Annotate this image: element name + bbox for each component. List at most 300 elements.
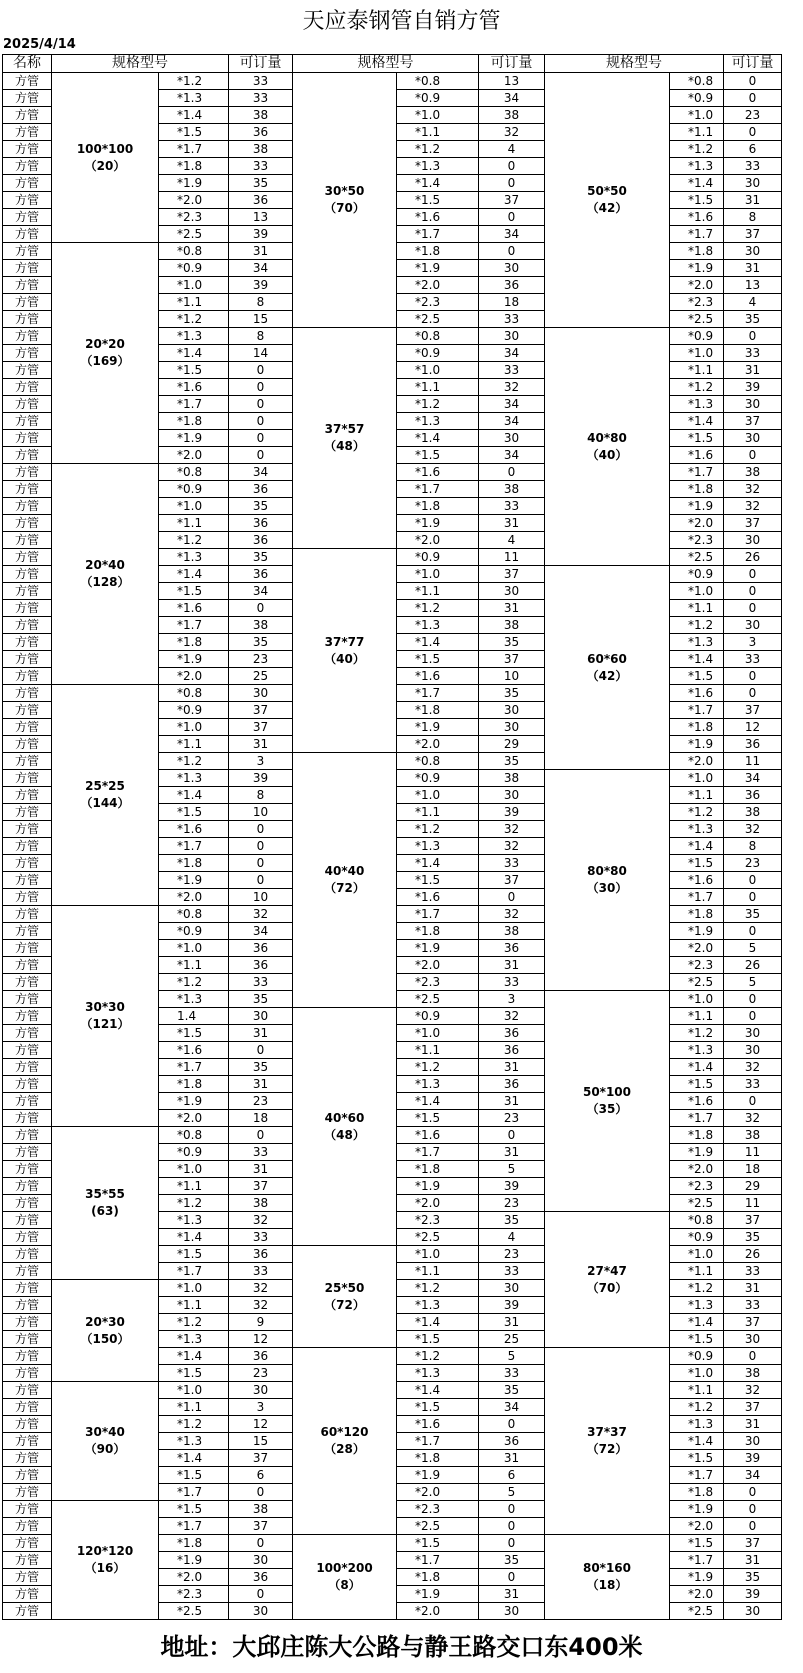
product-name-cell: 方管 (3, 1331, 52, 1348)
thickness-cell: *1.4 (670, 413, 724, 430)
thickness-cell: *2.0 (670, 277, 724, 294)
spec-count: （18） (586, 1578, 628, 1592)
spec-count: （121） (80, 1017, 130, 1031)
thickness-cell: *0.8 (159, 1127, 229, 1144)
thickness-cell: *1.8 (670, 906, 724, 923)
thickness-cell: *1.5 (159, 1467, 229, 1484)
quantity-cell: 5 (724, 974, 782, 991)
product-name-cell: 方管 (3, 1076, 52, 1093)
thickness-cell: *1.9 (159, 651, 229, 668)
thickness-cell: *1.1 (670, 787, 724, 804)
quantity-cell: 3 (479, 991, 545, 1008)
thickness-cell: *0.8 (670, 1212, 724, 1229)
quantity-cell: 32 (479, 838, 545, 855)
thickness-cell: *1.8 (159, 855, 229, 872)
quantity-cell: 36 (229, 1348, 293, 1365)
quantity-cell: 0 (479, 243, 545, 260)
quantity-cell: 37 (724, 515, 782, 532)
product-name-cell: 方管 (3, 1263, 52, 1280)
quantity-cell: 36 (229, 515, 293, 532)
thickness-cell: *1.3 (670, 1042, 724, 1059)
spec-cell (52, 1382, 159, 1501)
quantity-cell: 30 (479, 430, 545, 447)
thickness-cell: *2.0 (397, 1195, 479, 1212)
quantity-cell: 30 (479, 583, 545, 600)
product-name-cell: 方管 (3, 770, 52, 787)
spec-size: 60*120 (320, 1425, 369, 1439)
header-spec: 规格型号 (52, 55, 229, 73)
quantity-cell: 31 (229, 1025, 293, 1042)
thickness-cell: *1.4 (397, 1382, 479, 1399)
quantity-cell: 12 (724, 719, 782, 736)
quantity-cell: 31 (479, 1450, 545, 1467)
thickness-cell: *1.5 (159, 804, 229, 821)
quantity-cell: 36 (229, 124, 293, 141)
product-name-cell: 方管 (3, 566, 52, 583)
thickness-cell: *1.3 (159, 328, 229, 345)
header-spec: 规格型号 (545, 55, 724, 73)
quantity-cell: 25 (229, 668, 293, 685)
quantity-cell: 0 (479, 158, 545, 175)
quantity-cell: 39 (479, 1297, 545, 1314)
quantity-cell: 38 (229, 1501, 293, 1518)
thickness-cell: *1.8 (159, 1076, 229, 1093)
quantity-cell: 36 (724, 787, 782, 804)
quantity-cell: 35 (229, 549, 293, 566)
quantity-cell: 36 (229, 940, 293, 957)
quantity-cell: 36 (229, 481, 293, 498)
thickness-cell: *1.8 (159, 634, 229, 651)
quantity-cell: 23 (724, 107, 782, 124)
quantity-cell: 30 (724, 1025, 782, 1042)
quantity-cell: 34 (479, 90, 545, 107)
thickness-cell: *1.9 (397, 1586, 479, 1603)
thickness-cell: *1.2 (159, 532, 229, 549)
product-name-cell: 方管 (3, 141, 52, 158)
thickness-cell: *1.2 (397, 600, 479, 617)
quantity-cell: 30 (724, 532, 782, 549)
quantity-cell: 31 (724, 1552, 782, 1569)
thickness-cell: *1.0 (159, 1382, 229, 1399)
quantity-cell: 0 (229, 872, 293, 889)
product-name-cell: 方管 (3, 923, 52, 940)
thickness-cell: *2.0 (670, 1518, 724, 1535)
spec-count: （40） (586, 447, 628, 462)
quantity-cell: 0 (724, 124, 782, 141)
thickness-cell: *1.8 (397, 498, 479, 515)
thickness-cell: *1.9 (159, 1093, 229, 1110)
thickness-cell: *2.0 (159, 668, 229, 685)
spec-size: 30*50 (324, 184, 365, 198)
thickness-cell: *2.0 (159, 1569, 229, 1586)
spec-count: （90） (84, 1442, 126, 1456)
thickness-cell: *0.9 (397, 770, 479, 787)
spec-size: 37*37 (587, 1425, 627, 1439)
quantity-cell: 0 (724, 1348, 782, 1365)
thickness-cell: *1.0 (159, 719, 229, 736)
spec-cell (293, 1246, 397, 1348)
thickness-cell: *1.8 (397, 1161, 479, 1178)
quantity-cell: 35 (479, 1552, 545, 1569)
quantity-cell: 35 (724, 906, 782, 923)
thickness-cell: *1.8 (159, 158, 229, 175)
thickness-cell: *1.1 (670, 124, 724, 141)
product-name-cell: 方管 (3, 991, 52, 1008)
thickness-cell: *1.2 (397, 396, 479, 413)
spec-count: （42） (586, 668, 628, 683)
product-name-cell: 方管 (3, 328, 52, 345)
thickness-cell: *1.0 (159, 498, 229, 515)
quantity-cell: 37 (229, 1518, 293, 1535)
quantity-cell: 9 (229, 1314, 293, 1331)
quantity-cell: 4 (479, 141, 545, 158)
product-name-cell: 方管 (3, 379, 52, 396)
thickness-cell: *1.8 (397, 1450, 479, 1467)
quantity-cell: 31 (479, 1059, 545, 1076)
product-name-cell: 方管 (3, 396, 52, 413)
thickness-cell: *1.7 (159, 396, 229, 413)
thickness-cell: *1.9 (159, 430, 229, 447)
quantity-cell: 3 (229, 1399, 293, 1416)
thickness-cell: *1.4 (670, 175, 724, 192)
product-name-cell: 方管 (3, 1501, 52, 1518)
thickness-cell: *1.4 (670, 1433, 724, 1450)
thickness-cell: *0.8 (159, 906, 229, 923)
thickness-cell: *1.2 (670, 617, 724, 634)
product-name-cell: 方管 (3, 1399, 52, 1416)
product-name-cell: 方管 (3, 1229, 52, 1246)
quantity-cell: 32 (724, 1059, 782, 1076)
quantity-cell: 11 (724, 753, 782, 770)
thickness-cell: *1.3 (397, 1365, 479, 1382)
thickness-cell: *1.0 (670, 1246, 724, 1263)
thickness-cell: *0.9 (397, 90, 479, 107)
thickness-cell: *0.9 (159, 923, 229, 940)
spec-cell (545, 770, 670, 991)
thickness-cell: *1.9 (397, 1467, 479, 1484)
header-qty: 可订量 (724, 55, 782, 73)
quantity-cell: 10 (229, 889, 293, 906)
header-spec: 规格型号 (293, 55, 479, 73)
thickness-cell: *1.3 (670, 1297, 724, 1314)
thickness-cell: *1.4 (159, 1348, 229, 1365)
thickness-cell: *1.8 (397, 1569, 479, 1586)
thickness-cell: *0.9 (670, 90, 724, 107)
thickness-cell: *1.9 (397, 515, 479, 532)
header-row (3, 55, 782, 73)
thickness-cell: *1.5 (397, 1535, 479, 1552)
product-name-cell: 方管 (3, 872, 52, 889)
thickness-cell: *1.0 (670, 107, 724, 124)
quantity-cell: 6 (479, 1467, 545, 1484)
quantity-cell: 37 (724, 702, 782, 719)
quantity-cell: 23 (229, 651, 293, 668)
quantity-cell: 33 (724, 158, 782, 175)
quantity-cell: 37 (724, 226, 782, 243)
quantity-cell: 33 (724, 1297, 782, 1314)
quantity-cell: 33 (724, 651, 782, 668)
inventory-sheet (2, 54, 782, 1620)
quantity-cell: 12 (229, 1331, 293, 1348)
thickness-cell: *1.5 (670, 1535, 724, 1552)
spec-cell (52, 906, 159, 1127)
quantity-cell: 0 (724, 1093, 782, 1110)
thickness-cell: *0.8 (159, 685, 229, 702)
spec-cell (545, 991, 670, 1212)
quantity-cell: 31 (724, 192, 782, 209)
quantity-cell: 36 (479, 1025, 545, 1042)
header-qty: 可订量 (479, 55, 545, 73)
quantity-cell: 30 (724, 243, 782, 260)
thickness-cell: *1.6 (670, 209, 724, 226)
thickness-cell: *1.3 (670, 821, 724, 838)
quantity-cell: 36 (479, 940, 545, 957)
quantity-cell: 30 (479, 719, 545, 736)
quantity-cell: 31 (229, 243, 293, 260)
thickness-cell: *1.2 (159, 1416, 229, 1433)
thickness-cell: *1.9 (159, 872, 229, 889)
quantity-cell: 3 (229, 753, 293, 770)
thickness-cell: *1.1 (670, 362, 724, 379)
quantity-cell: 37 (229, 1450, 293, 1467)
thickness-cell: *1.7 (397, 1433, 479, 1450)
quantity-cell: 31 (229, 736, 293, 753)
quantity-cell: 31 (479, 957, 545, 974)
thickness-cell: *1.8 (397, 702, 479, 719)
thickness-cell: *1.4 (670, 1314, 724, 1331)
thickness-cell: *1.7 (397, 1144, 479, 1161)
quantity-cell: 32 (229, 906, 293, 923)
thickness-cell: *1.3 (397, 1076, 479, 1093)
quantity-cell: 37 (724, 1212, 782, 1229)
quantity-cell: 0 (724, 685, 782, 702)
thickness-cell: *2.3 (397, 974, 479, 991)
quantity-cell: 0 (724, 991, 782, 1008)
product-name-cell: 方管 (3, 855, 52, 872)
thickness-cell: *2.3 (670, 532, 724, 549)
quantity-cell: 10 (229, 804, 293, 821)
product-name-cell: 方管 (3, 1484, 52, 1501)
thickness-cell: *1.0 (159, 1161, 229, 1178)
thickness-cell: *0.9 (397, 345, 479, 362)
quantity-cell: 34 (229, 260, 293, 277)
thickness-cell: *1.5 (670, 1331, 724, 1348)
thickness-cell: *1.7 (159, 838, 229, 855)
thickness-cell: *1.2 (159, 753, 229, 770)
quantity-cell: 32 (724, 1382, 782, 1399)
thickness-cell: *1.1 (397, 1042, 479, 1059)
thickness-cell: *0.9 (159, 260, 229, 277)
quantity-cell: 39 (229, 277, 293, 294)
thickness-cell: *1.9 (670, 736, 724, 753)
thickness-cell: *1.5 (670, 192, 724, 209)
quantity-cell: 37 (724, 1535, 782, 1552)
quantity-cell: 8 (724, 838, 782, 855)
quantity-cell: 34 (479, 396, 545, 413)
quantity-cell: 14 (229, 345, 293, 362)
thickness-cell: *1.8 (397, 923, 479, 940)
spec-count: （72） (586, 1442, 628, 1456)
thickness-cell: *1.0 (670, 345, 724, 362)
quantity-cell: 36 (724, 736, 782, 753)
thickness-cell: *1.2 (159, 974, 229, 991)
thickness-cell: *1.9 (159, 1552, 229, 1569)
quantity-cell: 35 (479, 1212, 545, 1229)
quantity-cell: 33 (724, 1076, 782, 1093)
thickness-cell: *1.9 (397, 719, 479, 736)
thickness-cell: *1.5 (670, 430, 724, 447)
spec-size: 27*47 (587, 1263, 627, 1278)
header-qty: 可订量 (229, 55, 293, 73)
quantity-cell: 6 (229, 1467, 293, 1484)
product-name-cell: 方管 (3, 464, 52, 481)
product-name-cell: 方管 (3, 107, 52, 124)
product-name-cell: 方管 (3, 906, 52, 923)
spec-size: 37*57 (324, 422, 365, 436)
quantity-cell: 31 (724, 260, 782, 277)
thickness-cell: *0.9 (159, 481, 229, 498)
thickness-cell: *1.9 (159, 175, 229, 192)
spec-size: 100*100 (76, 141, 134, 156)
quantity-cell: 32 (479, 379, 545, 396)
thickness-cell: *0.8 (397, 73, 479, 90)
thickness-cell: *1.6 (159, 379, 229, 396)
thickness-cell: *0.9 (670, 566, 724, 583)
spec-cell (52, 1127, 159, 1280)
quantity-cell: 30 (229, 1603, 293, 1620)
quantity-cell: 36 (229, 566, 293, 583)
quantity-cell: 31 (724, 1280, 782, 1297)
thickness-cell: *1.0 (159, 940, 229, 957)
thickness-cell: *1.7 (397, 1552, 479, 1569)
thickness-cell: *1.0 (397, 1025, 479, 1042)
quantity-cell: 39 (229, 770, 293, 787)
quantity-cell: 30 (724, 430, 782, 447)
thickness-cell: *1.8 (670, 1127, 724, 1144)
product-name-cell: 方管 (3, 260, 52, 277)
spec-size: 50*100 (582, 1085, 632, 1099)
quantity-cell: 34 (479, 226, 545, 243)
spec-count: （144） (80, 796, 130, 810)
quantity-cell: 32 (479, 906, 545, 923)
product-name-cell: 方管 (3, 1603, 52, 1620)
product-name-cell: 方管 (3, 1518, 52, 1535)
quantity-cell: 38 (479, 770, 545, 787)
product-name-cell: 方管 (3, 668, 52, 685)
quantity-cell: 30 (479, 702, 545, 719)
thickness-cell: *2.5 (397, 311, 479, 328)
quantity-cell: 30 (479, 260, 545, 277)
thickness-cell: *1.3 (397, 413, 479, 430)
quantity-cell: 8 (229, 294, 293, 311)
thickness-cell: *1.0 (670, 770, 724, 787)
quantity-cell: 0 (724, 889, 782, 906)
thickness-cell: *1.2 (670, 804, 724, 821)
quantity-cell: 38 (479, 923, 545, 940)
quantity-cell: 33 (479, 1263, 545, 1280)
spec-cell (545, 1535, 670, 1620)
thickness-cell: *1.5 (397, 1331, 479, 1348)
quantity-cell: 23 (724, 855, 782, 872)
thickness-cell: *1.6 (159, 1042, 229, 1059)
thickness-cell: *2.0 (670, 1161, 724, 1178)
quantity-cell: 33 (724, 345, 782, 362)
thickness-cell: *1.7 (670, 1467, 724, 1484)
spec-count: （128） (80, 575, 130, 589)
spec-size: 35*55 (85, 1187, 125, 1201)
quantity-cell: 0 (229, 1127, 293, 1144)
quantity-cell: 31 (724, 362, 782, 379)
thickness-cell: *1.7 (397, 481, 479, 498)
thickness-cell: *0.8 (397, 328, 479, 345)
product-name-cell: 方管 (3, 1059, 52, 1076)
thickness-cell: *1.6 (397, 1416, 479, 1433)
product-name-cell: 方管 (3, 311, 52, 328)
quantity-cell: 31 (479, 1586, 545, 1603)
quantity-cell: 0 (724, 90, 782, 107)
thickness-cell: *1.5 (159, 124, 229, 141)
quantity-cell: 35 (724, 1229, 782, 1246)
thickness-cell: *1.5 (159, 1246, 229, 1263)
thickness-cell: *1.8 (397, 243, 479, 260)
thickness-cell: *2.0 (159, 889, 229, 906)
thickness-cell: *1.5 (397, 1110, 479, 1127)
quantity-cell: 33 (229, 1263, 293, 1280)
thickness-cell: *2.0 (159, 192, 229, 209)
product-name-cell: 方管 (3, 243, 52, 260)
product-name-cell: 方管 (3, 1586, 52, 1603)
product-name-cell: 方管 (3, 1008, 52, 1025)
thickness-cell: *1.3 (670, 1416, 724, 1433)
thickness-cell: *2.0 (159, 1110, 229, 1127)
product-name-cell: 方管 (3, 1025, 52, 1042)
product-name-cell: 方管 (3, 1535, 52, 1552)
quantity-cell: 39 (479, 1178, 545, 1195)
thickness-cell: *1.9 (670, 1501, 724, 1518)
quantity-cell: 0 (724, 566, 782, 583)
thickness-cell: *2.0 (397, 277, 479, 294)
quantity-cell: 31 (479, 1314, 545, 1331)
thickness-cell: *1.7 (159, 1263, 229, 1280)
thickness-cell: *0.8 (670, 73, 724, 90)
spec-count: （48） (324, 1127, 365, 1142)
spec-size: 50*50 (587, 184, 627, 198)
quantity-cell: 29 (724, 1178, 782, 1195)
quantity-cell: 38 (724, 1127, 782, 1144)
thickness-cell: *1.8 (159, 413, 229, 430)
spec-size: 20*40 (85, 558, 125, 572)
thickness-cell: *1.4 (397, 175, 479, 192)
thickness-cell: *1.5 (159, 1025, 229, 1042)
thickness-cell: *1.3 (397, 617, 479, 634)
thickness-cell: *1.1 (670, 600, 724, 617)
product-name-cell: 方管 (3, 1144, 52, 1161)
thickness-cell: *1.6 (159, 600, 229, 617)
thickness-cell: *1.6 (397, 1127, 479, 1144)
quantity-cell: 18 (479, 294, 545, 311)
quantity-cell: 30 (229, 1552, 293, 1569)
quantity-cell: 13 (724, 277, 782, 294)
thickness-cell: *1.4 (670, 838, 724, 855)
quantity-cell: 39 (724, 379, 782, 396)
quantity-cell: 0 (724, 583, 782, 600)
thickness-cell: *1.4 (159, 566, 229, 583)
thickness-cell: *2.5 (397, 991, 479, 1008)
product-name-cell: 方管 (3, 889, 52, 906)
thickness-cell: *2.5 (159, 1603, 229, 1620)
thickness-cell: *1.1 (670, 1008, 724, 1025)
product-name-cell: 方管 (3, 362, 52, 379)
